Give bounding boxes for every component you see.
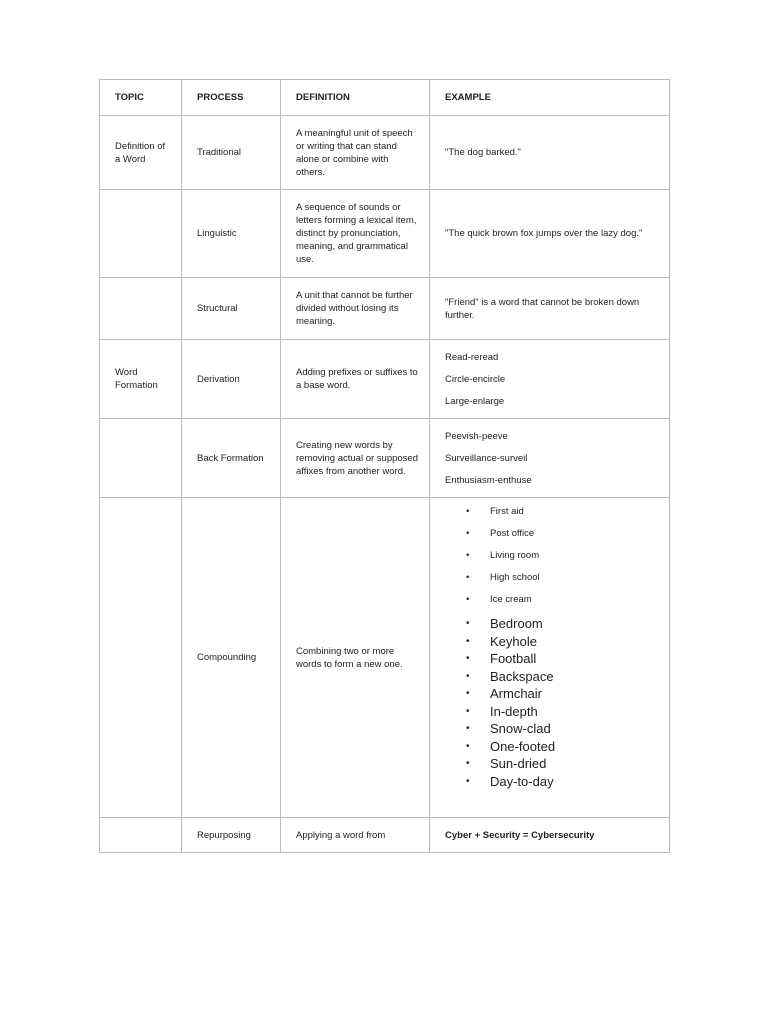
- bullet-icon: •: [466, 635, 470, 647]
- example-line: Read-reread: [445, 351, 499, 363]
- table-row: [100, 498, 670, 818]
- list-item-text: Snow-clad: [490, 721, 551, 736]
- topic-cell: [100, 278, 182, 340]
- list-item: [445, 650, 659, 668]
- example-cell: [430, 419, 670, 498]
- list-item: [445, 571, 659, 584]
- bullet-icon: •: [466, 670, 470, 682]
- bullet-icon: •: [466, 688, 470, 699]
- example-cell: [430, 340, 670, 419]
- compound-examples-list-large: [445, 615, 659, 790]
- list-item: [445, 703, 659, 721]
- definition-cell: Adding prefixes or suffixes to a base word.: [281, 340, 430, 419]
- definition-cell: Combining two or more words to form a new one.: [281, 498, 430, 818]
- list-item: [445, 527, 659, 540]
- bullet-icon: •: [466, 550, 470, 561]
- definition-cell: A meaningful unit of speech or writing that can stand alone or combine with others.: [281, 116, 430, 190]
- process-cell: Linguistic: [182, 190, 281, 278]
- header-row: [100, 80, 670, 116]
- list-item-text: Football: [490, 651, 537, 666]
- table-row: [100, 116, 670, 190]
- list-item: [445, 633, 659, 651]
- list-item: [445, 773, 659, 791]
- list-item-text: In-depth: [490, 703, 538, 719]
- bullet-icon: •: [466, 594, 470, 605]
- bullet-icon: •: [466, 572, 470, 583]
- word-formation-table: [99, 79, 670, 853]
- process-cell: Compounding: [182, 498, 281, 818]
- example-line: Large-enlarge: [445, 395, 505, 407]
- process-cell: Structural: [182, 278, 281, 340]
- process-cell: Repurposing: [182, 818, 281, 853]
- definition-cell: Applying a word from: [281, 818, 430, 853]
- list-item-text: One-footed: [490, 738, 556, 754]
- list-item-text: First aid: [490, 506, 524, 517]
- list-item-text: Living room: [490, 550, 540, 561]
- example-line: Enthusiasm-enthuse: [445, 474, 532, 486]
- compound-examples-list: [445, 505, 659, 606]
- definition-cell: Creating new words by removing actual or supposed affixes from another word.: [281, 419, 430, 498]
- list-item-text: Backspace: [490, 668, 554, 684]
- example-line: Surveillance-surveil: [445, 452, 528, 464]
- list-item-text: Keyhole: [490, 633, 537, 649]
- list-item-text: Armchair: [490, 686, 543, 701]
- table-row: [100, 278, 670, 340]
- topic-cell: Definition of a Word: [100, 116, 182, 190]
- bullet-icon: •: [466, 723, 470, 734]
- header-example: EXAMPLE: [430, 80, 670, 116]
- definition-cell: A unit that cannot be further divided without losing its meaning.: [281, 278, 430, 340]
- list-item: [445, 755, 659, 773]
- list-item: [445, 720, 659, 738]
- list-item-text: Bedroom: [490, 616, 543, 631]
- header-definition: DEFINITION: [281, 80, 430, 116]
- table-row: [100, 340, 670, 419]
- topic-cell: Word Formation: [100, 340, 182, 419]
- header-process: PROCESS: [182, 80, 281, 116]
- list-item: [445, 505, 659, 518]
- list-item-text: Ice cream: [490, 594, 532, 605]
- list-item-text: Day-to-day: [490, 773, 554, 789]
- example-cell: "Friend" is a word that cannot be broken down further.: [430, 278, 670, 340]
- bullet-icon: •: [466, 758, 470, 769]
- definition-cell: A sequence of sounds or letters forming a lexical item, distinct by pronunciation, meaning, and grammatical use.: [281, 190, 430, 278]
- table-row: [100, 818, 670, 853]
- example-cell: [430, 498, 670, 818]
- bullet-icon: •: [466, 740, 470, 752]
- list-item: [445, 615, 659, 633]
- list-item: [445, 668, 659, 686]
- topic-cell: [100, 419, 182, 498]
- topic-cell: [100, 498, 182, 818]
- table-row: [100, 190, 670, 278]
- list-item: [445, 593, 659, 606]
- bullet-icon: •: [466, 705, 470, 717]
- header-topic: TOPIC: [100, 80, 182, 116]
- table-row: [100, 419, 670, 498]
- list-item: [445, 738, 659, 756]
- list-item-text: Sun-dried: [490, 756, 547, 771]
- bullet-icon: •: [466, 775, 470, 787]
- example-cell: "The dog barked.": [430, 116, 670, 190]
- example-line: Circle-encircle: [445, 373, 506, 385]
- bullet-icon: •: [466, 506, 470, 517]
- bullet-icon: •: [466, 653, 470, 664]
- bullet-icon: •: [466, 528, 470, 539]
- process-cell: Back Formation: [182, 419, 281, 498]
- list-item: [445, 685, 659, 703]
- process-cell: Traditional: [182, 116, 281, 190]
- bullet-icon: •: [466, 618, 470, 629]
- example-cell: "The quick brown fox jumps over the lazy dog.": [430, 190, 670, 278]
- list-item-text: High school: [490, 572, 540, 583]
- topic-cell: [100, 818, 182, 853]
- example-line: Peevish-peeve: [445, 430, 508, 442]
- topic-cell: [100, 190, 182, 278]
- list-item: [445, 549, 659, 562]
- example-cell: Cyber + Security = Cybersecurity: [430, 818, 670, 853]
- list-item-text: Post office: [490, 528, 535, 539]
- process-cell: Derivation: [182, 340, 281, 419]
